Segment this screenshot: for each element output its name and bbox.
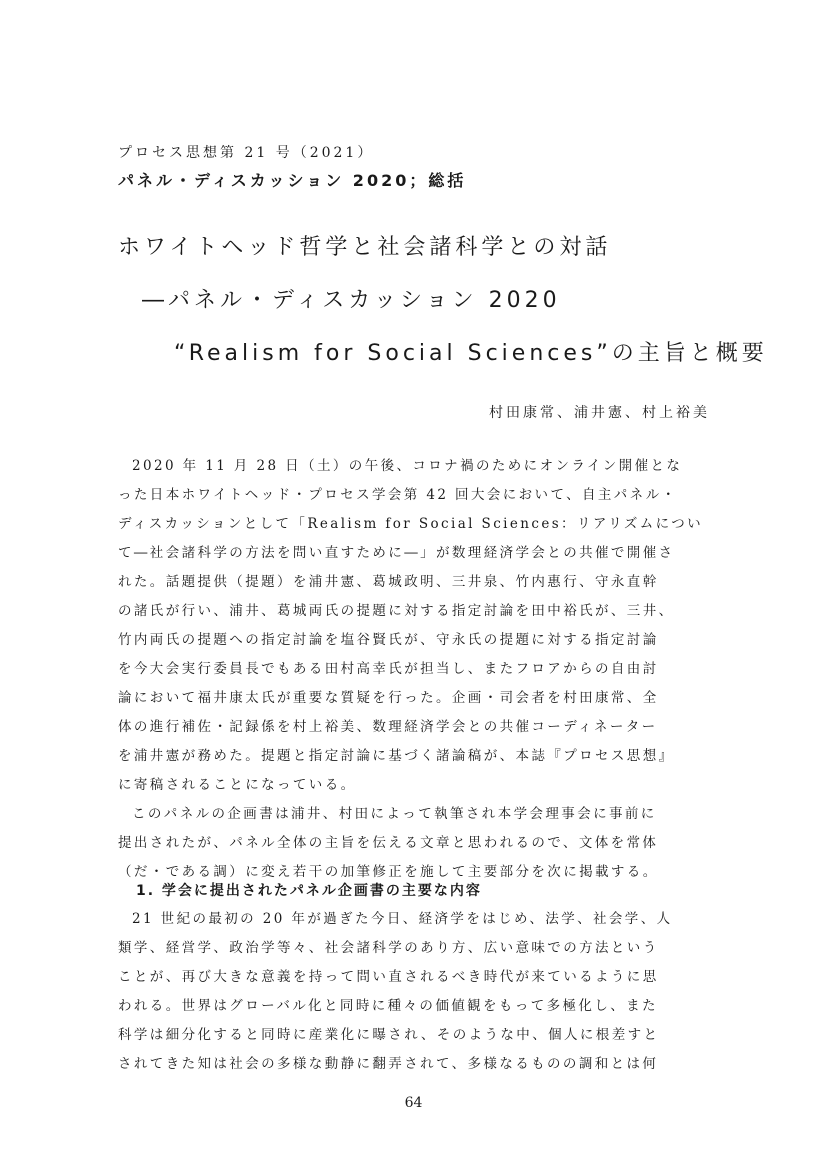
intro-line: （だ・である調）に変え若干の加筆修正を施して主要部分を次に掲載する。 (118, 864, 659, 880)
section-line: 類学、経営学、政治学等々、社会諸科学のあり方、広い意味での方法という (118, 940, 659, 956)
intro-line: 2020 年 11 月 28 日（土）の午後、コロナ禍のためにオンライン開催とな (132, 458, 683, 474)
section-line: 科学は細分化すると同時に産業化に曝され、そのような中、個人に根差すと (118, 1027, 660, 1043)
intro-line: 論において福井康太氏が重要な質疑を行った。企画・司会者を村田康常、全 (118, 690, 659, 706)
intro-line: れた。話題提供（提題）を浦井憲、葛城政明、三井泉、竹内惠行、守永直幹 (118, 574, 659, 590)
intro-line: 提出されたが、パネル全体の主旨を伝える文章と思われるので、文体を常体 (118, 835, 659, 851)
intro-line: を今大会実行委員長でもある田村高幸氏が担当し、またフロアからの自由討 (118, 661, 659, 677)
section-line: ことが、再び大きな意義を持って問い直されるべき時代が来ているように思 (118, 969, 659, 985)
section-line: されてきた知は社会の多様な動静に翻弄されて、多様なるものの調和とは何 (118, 1056, 659, 1072)
intro-line: を浦井憲が務めた。提題と指定討論に基づく諸論稿が、本誌『プロセス思想』 (118, 748, 675, 764)
page-number: 64 (404, 1095, 423, 1111)
intro-line: に寄稿されることになっている。 (118, 777, 357, 793)
intro-line: った日本ホワイトヘッド・プロセス学会第 42 回大会において、自主パネル・ (118, 487, 678, 503)
journal-issue: プロセス思想第 21 号（2021） (118, 145, 375, 161)
article-subtitle: ―パネル・ディスカッション 2020 (142, 288, 561, 313)
intro-line: 竹内両氏の提題への指定討論を塩谷賢氏が、守永氏の提題に対する指定討論 (118, 632, 659, 648)
article-title: ホワイトヘッド哲学と社会諸科学との対話 (118, 235, 612, 260)
intro-line: このパネルの企画書は浦井、村田によって執筆され本学会理事会に事前に (132, 806, 657, 822)
section-line: われる。世界はグローバル化と同時に種々の価値観をもって多極化し、また (118, 998, 658, 1014)
intro-line: の諸氏が行い、浦井、葛城両氏の提題に対する指定討論を田中裕氏が、三井、 (118, 603, 675, 619)
section-heading: 1. 学会に提出されたパネル企画書の主要な内容 (136, 883, 482, 899)
intro-line: 体の進行補佐・記録係を村上裕美、数理経済学会との共催コーディネーター (118, 719, 658, 735)
intro-line: て―社会諸科学の方法を問い直すために―」が数理経済学会との共催で開催さ (118, 545, 675, 561)
authors: 村田康常、浦井憲、村上裕美 (489, 405, 710, 421)
article-subtitle-2: “Realism for Social Sciences”の主旨と概要 (174, 341, 768, 366)
section-label: パネル・ディスカッション 2020；総括 (118, 171, 467, 190)
section-line: 21 世紀の最初の 20 年が過ぎた今日、経済学をはじめ、法学、社会学、人 (132, 911, 673, 927)
intro-line: ディスカッションとして「Realism for Social Sciences：リアリズムについ (118, 516, 704, 532)
